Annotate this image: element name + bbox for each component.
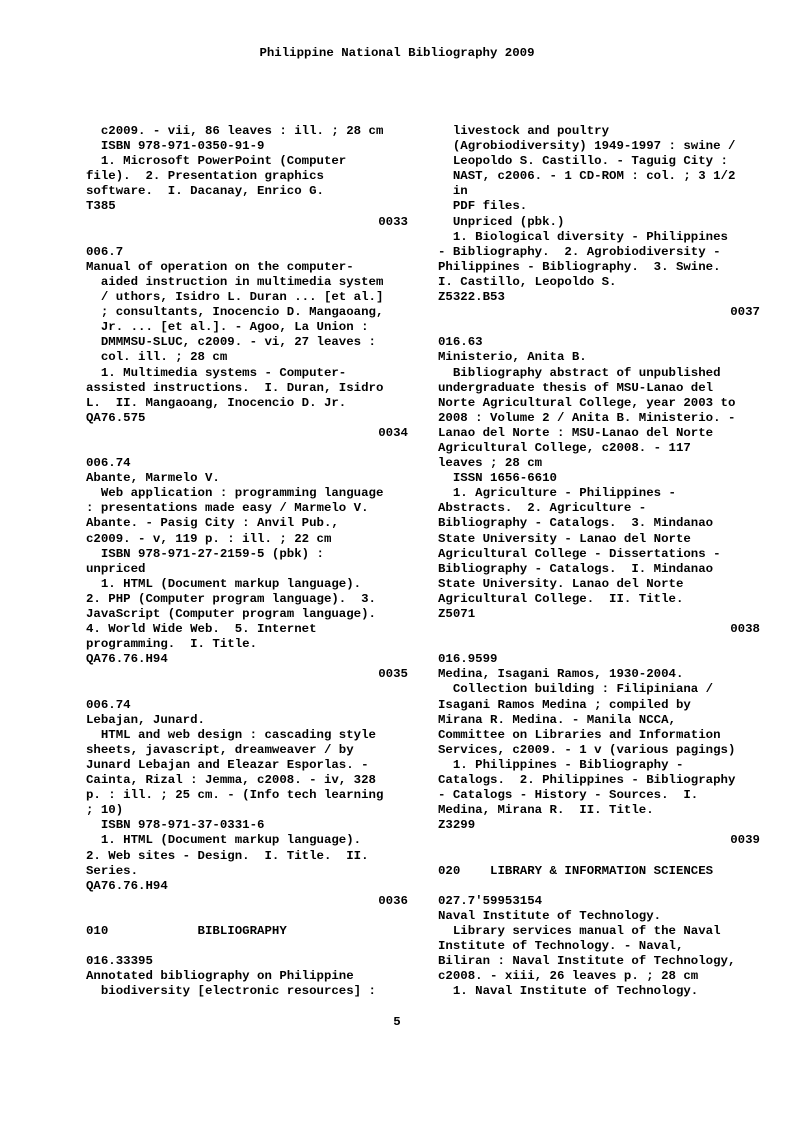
text-line: PDF files.: [438, 199, 528, 214]
page-header: Philippine National Bibliography 2009: [259, 46, 535, 60]
text-line: Web application : programming language: [86, 486, 384, 501]
text-line: Jr. ... [et al.]. - Agoo, La Union :: [86, 320, 369, 335]
text-line: L. II. Mangaoang, Inocencio D. Jr.: [86, 395, 347, 410]
page-number: 5: [393, 1015, 401, 1029]
text-line: Bibliography - Catalogs. 3. Mindanao: [438, 516, 714, 531]
text-line: aided instruction in multimedia system: [86, 274, 384, 289]
text-line: HTML and web design : cascading style: [86, 727, 376, 742]
text-line: 016.9599: [438, 652, 498, 667]
text-line: 020 LIBRARY & INFORMATION SCIENCES: [438, 863, 714, 878]
text-line: Abante, Marmelo V.: [86, 471, 220, 486]
text-line: Medina, Mirana R. II. Title.: [438, 803, 654, 818]
text-line: Series.: [86, 863, 139, 878]
blank-line: [86, 441, 408, 456]
text-line: 2008 : Volume 2 / Anita B. Ministerio. -: [438, 410, 736, 425]
entry-number: 0039: [730, 833, 760, 848]
text-line: (Agrobiodiversity) 1949-1997 : swine /: [438, 139, 736, 154]
text-line: Abante. - Pasig City : Anvil Pub.,: [86, 516, 339, 531]
text-line: 006.7: [86, 244, 124, 259]
text-line: p. : ill. ; 25 cm. - (Info tech learning: [86, 788, 384, 803]
text-line: NAST, c2006. - 1 CD-ROM : col. ; 3 1/2: [438, 169, 736, 184]
text-line: ISBN 978-971-0350-91-9: [86, 139, 265, 154]
blank-line: [438, 849, 760, 864]
text-line: ISSN 1656-6610: [438, 471, 557, 486]
text-line: software. I. Dacanay, Enrico G.: [86, 184, 324, 199]
text-line: Bibliography - Catalogs. I. Mindanao: [438, 561, 714, 576]
text-line: 2. Web sites - Design. I. Title. II.: [86, 848, 369, 863]
text-line: ISBN 978-971-27-2159-5 (pbk) :: [86, 546, 324, 561]
entry-number: 0034: [378, 425, 408, 440]
blank-line: [86, 230, 408, 245]
text-line: 006.74: [86, 456, 131, 471]
blank-line: [86, 682, 408, 697]
text-line: Manual of operation on the computer-: [86, 259, 354, 274]
text-line: - Catalogs - History - Sources. I.: [438, 788, 699, 803]
text-line: in: [438, 184, 468, 199]
text-line: Agricultural College. II. Title.: [438, 591, 684, 606]
text-line: 1. HTML (Document markup language).: [86, 576, 362, 591]
entry-number: 0037: [730, 305, 760, 320]
text-line: 1. Microsoft PowerPoint (Computer: [86, 154, 347, 169]
text-line: 1. Biological diversity - Philippines: [438, 229, 728, 244]
text-line: leaves ; 28 cm: [438, 456, 543, 471]
text-line: Philippines - Bibliography. 3. Swine.: [438, 259, 721, 274]
text-line: 2. PHP (Computer program language). 3.: [86, 591, 376, 606]
text-line: State University. Lanao del Norte: [438, 576, 684, 591]
text-line: Institute of Technology. - Naval,: [438, 939, 684, 954]
blank-line: [438, 879, 760, 894]
text-line: / uthors, Isidro L. Duran ... [et al.]: [86, 290, 384, 305]
text-line: State University - Lanao del Norte: [438, 531, 691, 546]
entry-number: 0035: [378, 667, 408, 682]
entry-number: 0038: [730, 622, 760, 637]
entry-number: 0033: [378, 214, 408, 229]
text-line: Z5071: [438, 607, 476, 621]
text-line: c2009. - vii, 86 leaves : ill. ; 28 cm: [86, 124, 384, 138]
text-line: Library services manual of the Naval: [438, 923, 721, 938]
text-line: Z3299: [438, 818, 476, 833]
text-line: Agricultural College, c2008. - 117: [438, 440, 691, 455]
text-line: livestock and poultry: [438, 124, 610, 138]
text-line: Services, c2009. - 1 v (various pagings): [438, 742, 736, 757]
text-line: 1. Naval Institute of Technology.: [438, 984, 699, 999]
right-column: [438, 124, 760, 999]
text-line: 010 BIBLIOGRAPHY: [86, 923, 287, 938]
text-line: Lebajan, Junard.: [86, 712, 205, 727]
text-line: ; consultants, Inocencio D. Mangaoang,: [86, 305, 384, 320]
text-line: Z5322.B53: [438, 290, 505, 305]
text-line: sheets, javascript, dreamweaver / by: [86, 742, 354, 757]
text-line: I. Castillo, Leopoldo S.: [438, 274, 617, 289]
text-line: Leopoldo S. Castillo. - Taguig City :: [438, 154, 728, 169]
text-line: ISBN 978-971-37-0331-6: [86, 818, 265, 833]
text-line: - Bibliography. 2. Agrobiodiversity -: [438, 244, 721, 259]
text-line: programming. I. Title.: [86, 637, 258, 652]
left-column: [86, 124, 408, 999]
text-line: Junard Lebajan and Eleazar Esporlas. -: [86, 757, 369, 772]
text-line: Annotated bibliography on Philippine: [86, 969, 354, 984]
text-line: 006.74: [86, 697, 131, 712]
entry-number: 0036: [378, 893, 408, 908]
text-line: c2008. - xiii, 26 leaves p. ; 28 cm: [438, 969, 699, 984]
text-line: JavaScript (Computer program language).: [86, 607, 376, 621]
text-line: 4. World Wide Web. 5. Internet: [86, 622, 317, 637]
text-line: Committee on Libraries and Information: [438, 727, 721, 742]
text-line: 1. Agriculture - Philippines -: [438, 486, 676, 501]
text-line: Mirana R. Medina. - Manila NCCA,: [438, 712, 676, 727]
text-line: 1. Philippines - Bibliography -: [438, 757, 684, 772]
text-line: unpriced: [86, 561, 146, 576]
text-line: QA76.575: [86, 410, 146, 425]
text-line: Naval Institute of Technology.: [438, 908, 662, 923]
text-line: 016.63: [438, 335, 483, 350]
blank-line: [86, 909, 408, 924]
text-line: T385: [86, 199, 116, 214]
text-line: Catalogs. 2. Philippines - Bibliography: [438, 773, 736, 788]
text-line: Cainta, Rizal : Jemma, c2008. - iv, 328: [86, 773, 376, 788]
text-line: 1. HTML (Document markup language).: [86, 833, 362, 848]
text-line: c2009. - v, 119 p. : ill. ; 22 cm: [86, 531, 332, 546]
text-line: QA76.76.H94: [86, 652, 168, 667]
text-line: Bibliography abstract of unpublished: [438, 365, 721, 380]
text-line: Lanao del Norte : MSU-Lanao del Norte: [438, 425, 714, 440]
text-line: : presentations made easy / Marmelo V.: [86, 501, 369, 516]
text-line: QA76.76.H94: [86, 878, 168, 893]
blank-line: [438, 637, 760, 652]
text-line: col. ill. ; 28 cm: [86, 350, 228, 365]
text-line: Abstracts. 2. Agriculture -: [438, 501, 647, 516]
text-line: Norte Agricultural College, year 2003 to: [438, 395, 736, 410]
text-line: Collection building : Filipiniana /: [438, 682, 714, 697]
text-line: Unpriced (pbk.): [438, 214, 565, 229]
text-line: Biliran : Naval Institute of Technology,: [438, 954, 736, 969]
text-line: ; 10): [86, 803, 124, 818]
text-line: Agricultural College - Dissertations -: [438, 546, 721, 561]
text-line: 1. Multimedia systems - Computer-: [86, 365, 347, 380]
text-line: Medina, Isagani Ramos, 1930-2004.: [438, 667, 684, 682]
blank-line: [86, 939, 408, 954]
text-line: biodiversity [electronic resources] :: [86, 984, 376, 999]
text-line: Ministerio, Anita B.: [438, 350, 587, 365]
text-line: 016.33395: [86, 954, 153, 969]
text-line: undergraduate thesis of MSU-Lanao del: [438, 380, 714, 395]
text-line: Isagani Ramos Medina ; compiled by: [438, 697, 691, 712]
blank-line: [438, 320, 760, 335]
text-line: assisted instructions. I. Duran, Isidro: [86, 380, 384, 395]
text-line: file). 2. Presentation graphics: [86, 169, 324, 184]
text-line: DMMMSU-SLUC, c2009. - vi, 27 leaves :: [86, 335, 376, 350]
text-line: 027.7'59953154: [438, 893, 543, 908]
